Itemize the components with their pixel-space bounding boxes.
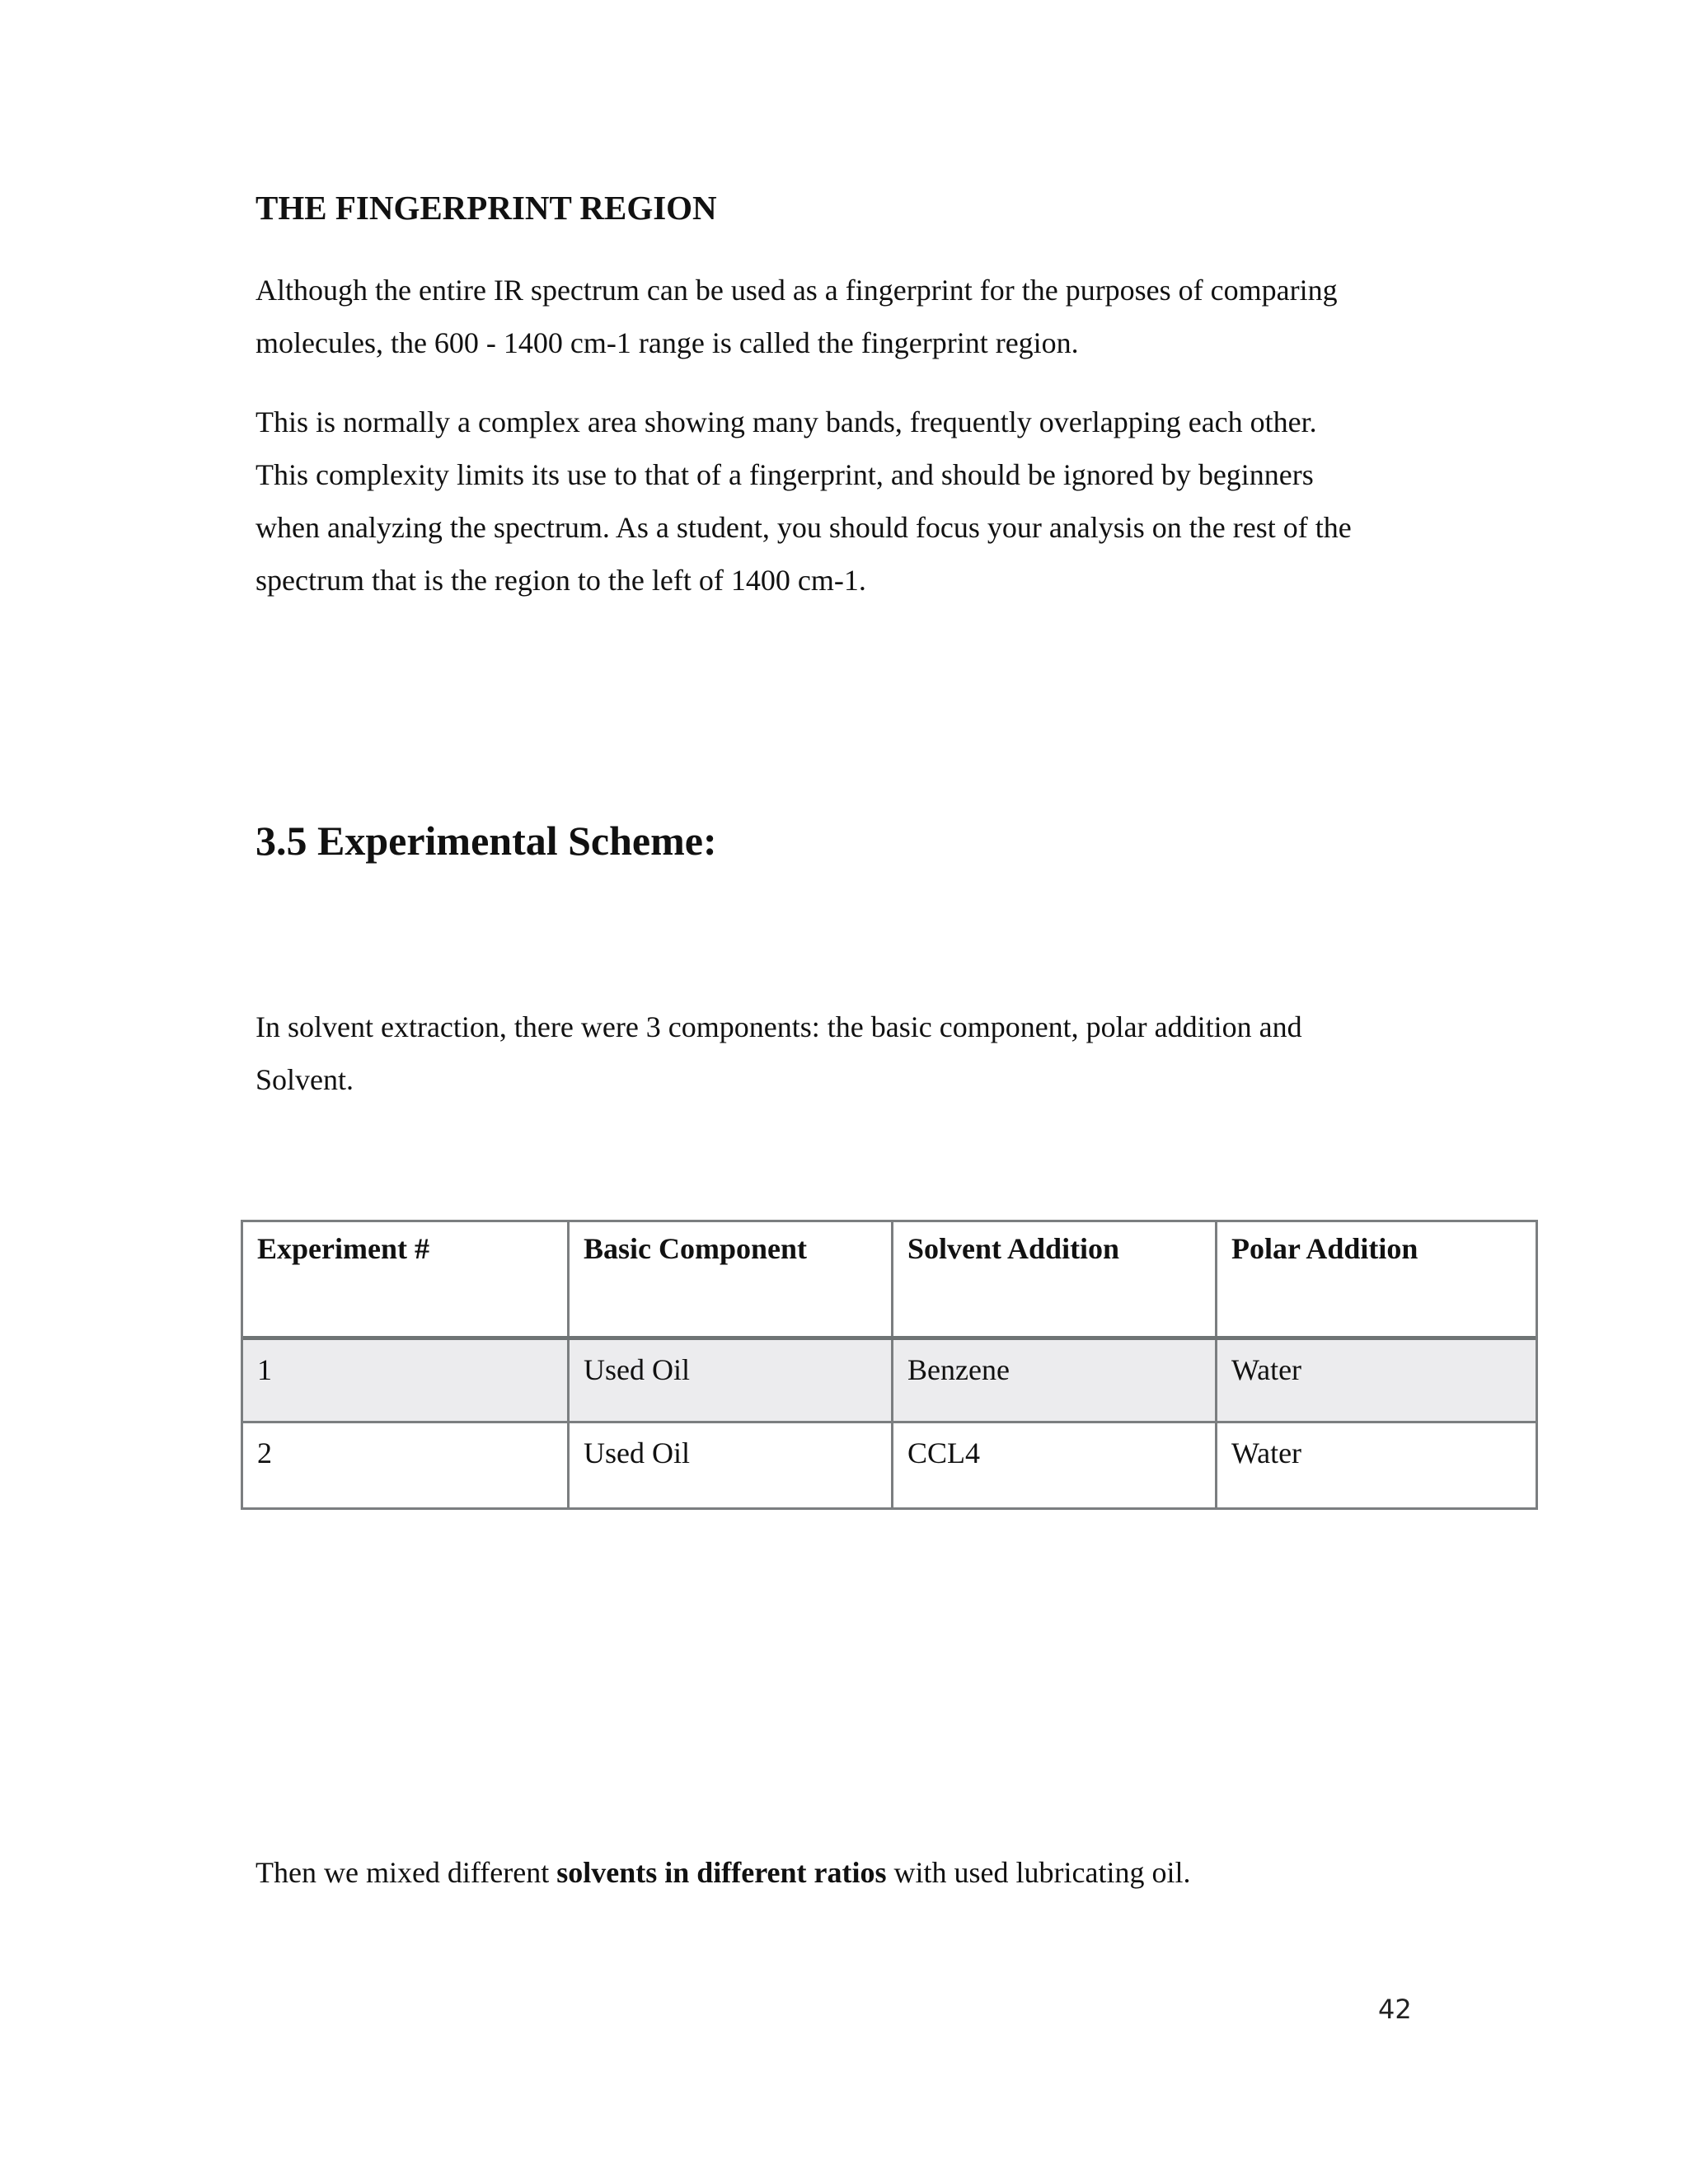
text-line: In solvent extraction, there were 3 components: the basic component, polar addition and (256, 1010, 1302, 1043)
table-cell: Used Oil (567, 1423, 891, 1507)
text-run-bold: solvents in different ratios (556, 1856, 887, 1889)
table-header-cell: Experiment # (257, 1232, 429, 1265)
table-row (243, 1340, 1536, 1423)
section-heading-experimental-scheme: 3.5 Experimental Scheme: (256, 818, 717, 864)
text-run: Then we mixed different (256, 1856, 557, 1889)
table-cell: Used Oil (567, 1340, 891, 1421)
text-line: molecules, the 600 - 1400 cm-1 range is called the fingerprint region. (256, 326, 1079, 359)
table-cell: Water (1215, 1423, 1536, 1507)
text-run: with used lubricating oil. (886, 1856, 1191, 1889)
table-cell: CCL4 (891, 1423, 1215, 1507)
table-cell: Benzene (891, 1340, 1215, 1421)
table-header-cell: Solvent Addition (891, 1222, 1215, 1336)
text-line: This is normally a complex area showing many bands, frequently overlapping each other. (256, 405, 1317, 438)
table-cell: 1 (257, 1353, 272, 1386)
table-row (243, 1423, 1536, 1507)
paragraph-solvent-extraction (256, 1001, 1451, 1106)
experiment-table (241, 1220, 1538, 1510)
table-header-cell: Basic Component (567, 1222, 891, 1336)
text-line: This complexity limits its use to that of a fingerprint, and should be ignored by beginners (256, 458, 1314, 491)
text-line: Although the entire IR spectrum can be used as a fingerprint for the purposes of comparing (256, 274, 1338, 307)
table-cell: 2 (257, 1436, 272, 1469)
section-heading-fingerprint: THE FINGERPRINT REGION (256, 189, 717, 227)
paragraph-closing (256, 1846, 1190, 1899)
text-line: spectrum that is the region to the left of 1400 cm-1. (256, 564, 866, 597)
paragraph-fingerprint-intro (256, 264, 1451, 369)
table-header-cell: Polar Addition (1215, 1222, 1536, 1336)
page-number: 42 (1378, 1994, 1412, 2025)
table-cell: Water (1215, 1340, 1536, 1421)
table-header-row (243, 1222, 1536, 1340)
paragraph-fingerprint-detail (256, 396, 1451, 607)
text-line: when analyzing the spectrum. As a student, you should focus your analysis on the rest of the (256, 511, 1352, 544)
text-line: Solvent. (256, 1063, 354, 1096)
